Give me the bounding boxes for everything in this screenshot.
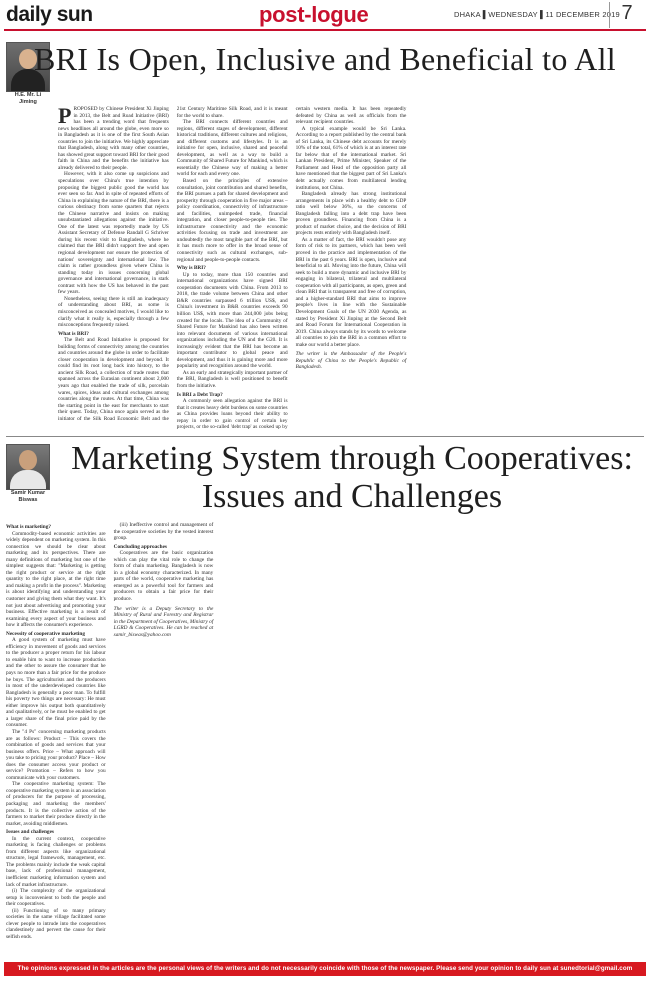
article-paragraph: Commodity-based economic activities are widely dependent on marketing system. In this connection we should be clear about marketing and its perspectives. There are many definitions of marketing but one of the simplest suggests that: "Marketing is getting the right product or service at the right quantity to the right place, at the right time and making a profit in the process". Marketing is about identifying and understanding your customer and giving them what they want. It's not just about advertising and promoting your business. Effective marketing is a result of examining every aspect of your business and how it affects the consumer's experience.	[6, 530, 106, 629]
author-byline: H.E. Mr. Li Jiming	[14, 92, 42, 105]
article-paragraph: The BRI connects different countries and regions, different stages of development, different historical traditions, different cultures and religions, and different customs and lifestyles. It is an initiative for open, inclusive, shared and peaceful development, as well as a way to build a Community of Shared Future for Mankind, which is essentially the Chinese way of making a better world for each and every one.	[176, 119, 288, 178]
article-subheading: Concluding approaches	[113, 543, 167, 550]
article-headline: BRI Is Open, Inclusive and Beneficial to All	[34, 41, 616, 77]
article-subheading: Why is BRI?	[176, 265, 206, 272]
article-paragraph: As an early and strategically important partner of the BRI, Bangladesh is well positioned to benefit from the initiative.	[176, 369, 288, 389]
article-paragraph: Cooperatives are the basic organization which can play the vital role to change the form of chain marketing. Bangladesh is now in a global economy characterized. In many parts of the world, cooperative marketing has emerged as a powerful tool for farmers and producers to obtain a fair price for their produce.	[113, 550, 214, 603]
article-paragraph: A good system of marketing must have efficiency in movement of goods and services to the producer a proper return for his labour to enable him to want to increase production and the other to assure the consumer that he pays no more than a fair price for the produce he buys. The agriculturists and the producers in most of the underdeveloped countries like Bangladesh is generally a poor man. To fulfill his poverty two things are necessary: He must either improve his output both quantitatively and qualitatively, or he must be enabled to get a larger share of the final price paid by the consumer.	[6, 637, 106, 729]
article-separator	[6, 436, 644, 437]
author-note: The writer is a Deputy Secretary to the Ministry of Rural and Forestry and Registrar in the Department of Cooperatives, Ministry of LGRD & Cooperatives. He can be reached at samir_biswas@yahoo.com	[113, 605, 214, 638]
footer-disclaimer: The opinions expressed in the articles are the personal views of the writers and do not necessarily coincide with those of the newspaper. Please send your opinion to daily sun at sunedtorial@gmail.com	[4, 962, 646, 976]
article-subheading: What is marketing?	[6, 524, 52, 530]
newspaper-logo: daily sun	[6, 3, 93, 26]
author-photo	[6, 444, 50, 490]
article-paragraph: A typical example would be Sri Lanka. According to a report published by the central bank of Sri Lanka, its Chinese debt accounts for merely 10% of the total, 61% of which is at an interest rate far below that of the international market. Sri Lankan President, Prime Minister, Speaker of the Parliament and Head of the opposition party all have mentioned that the biggest part of Sri Lanka's debt actually comes from multilateral lending institutions, not China.	[295, 125, 407, 191]
article-paragraph: A commonly seen allegation against the BRI is that it creates heavy debt burdens on some countries as China provides loans beyond their ability to repay in order to gain control of certain key projects, or the so-called 'debt trap' as cooked up by certain western media. It has been repeatedly defeated by China as well as officials from the relevant recipient countries.	[176, 106, 407, 431]
article-body	[6, 522, 644, 950]
article-paragraph: The "4 Ps" concerning marketing products are as follows: Product – This covers the combination of goods and services that your business offers. Price – What approach will you take to pricing your product? Place – How does the consumer access your product or service? Promotion – Refers to how you communicate with your customers.	[6, 728, 106, 781]
article-paragraph: (ii) Functioning of so many primary societies in the same village facilitated some clever people to intrude into the cooperatives clandestinely and pervert the cause for their selfish ends.	[6, 907, 106, 940]
article-paragraph: Based on the principles of extensive consultation, joint contribution and shared benefits, the BRI pursues a path for shared development and prosperity through cooperation in five major areas – policy coordination, connectivity of infrastructure and facilities, unimpeded trade, financial integration, and closer people-to-people ties. The infrastructure connectivity and the economic activities focusing on trade and investment are undoubtedly the most tangible part of the BRI, but it has much more to offer in the broad sense of connectivity such as cultural exchanges, sub-regional and people-to-people contacts.	[176, 178, 288, 263]
section-title: post-logue	[259, 2, 369, 27]
drop-cap: P	[58, 103, 72, 128]
author-note: The writer is the Ambassador of the People's Republic of China to the People's Republic of Bangladesh.	[295, 351, 407, 371]
dateline: DHAKA ▌WEDNESDAY ▌11 DECEMBER 2019	[454, 10, 620, 19]
article-paragraph: (i) The complexity of the organizational setup is inconvenient to both the people and their cooperatives.	[6, 888, 106, 908]
article-paragraph: The cooperative marketing system: The cooperative marketing system is an association of producers for the purpose of processing, packaging and marketing the members' products. It is the collective action of the farmers to market their produce directly in the market, avoiding middlemen.	[6, 781, 106, 827]
article-subheading: Is BRI a Debt Trap?	[176, 391, 223, 398]
article-paragraph: (iii) Ineffective control and management of the cooperative societies by the vested interest group.	[113, 522, 214, 542]
article-headline: Marketing System through Cooperatives: Issues and Challenges	[71, 440, 633, 515]
article-paragraph: Nonetheless, seeing there is still an inadequacy of understanding about BRI, as some is misconceived as concealed motives, I would like to clarify what it really is, especially through a few misconceptions frequently raised.	[58, 295, 169, 329]
author-byline: Samir Kumar Biswas	[10, 490, 46, 503]
masthead-divider	[4, 29, 646, 31]
page-number: 7	[609, 2, 644, 28]
article-paragraph: Up to today, more than 150 countries and international organizations have signed BRI cooperation documents with China. From 2013 to 2018, the trade volume between China and other B&R countries surpassed 6 trillion US$, and China's investment in B&R countries exceeds 90 billion US$, with more than 244,000 jobs being created for the locals. The idea of a Community of Shared Future for Mankind has also been written into relevant documents of various international organizations including the UN and the G20. It is increasingly evident that the BRI has become an important contributor to global peace and development, and thus it is gaining more and more popularity and recognition around the world.	[176, 271, 288, 370]
article-body	[58, 103, 644, 431]
article-paragraph: As a matter of fact, the BRI wouldn't pose any form of risk to its partners, which has been well proved in the practice and implementation of the BRI in the past 6 years. BRI is open, inclusive and beneficial to all. Moving into the future, China will seek to build a more dynamic and inclusive BRI by engaging in bilateral, trilateral and multilateral cooperation with all participants, as open, green and clean BRI that is transparent and free of corruption, and a higher-standard BRI that aims to improve people's lives in line with the Sustainable Development Goals of the UN 2030 Agenda, as stated by President Xi Jinping at the Second Belt and Road Forum for International Cooperation in 2019. China always stands by its words to welcome all countries to join the BRI in a common effort to make our world a better place.	[295, 236, 407, 348]
article-paragraph: PROPOSED by Chinese President Xi Jinping in 2013, the Belt and Road Initiative (BRI) has been a trending word that frequents news headlines all around the globe, even more so in Bangladesh as it is one of the first South Asian countries to join the initiative. We highly appreciate that Bangladesh, along with many other countries, has showed great support toward BRI for their good faith in China and the benefits the initiative has already delivered to their people.	[58, 103, 169, 171]
article-paragraph: The Belt and Road Initiative is proposed for building forms of connectivity among the countries and countries around the globe in order to facilitate closer cooperation in development and beyond. It could find its root long back into history, to the ancient Silk Road, a collection of trade routes that spanned across the Eurasian continent about 2,000 years ago that enabled the trade of silk, porcelain wares, spices, ideas and cultural exchanges among countries along the routes. At that time, China was the starting point in the east for merchants to start their quest. Today, China once again served as the initiator of the Silk Road Economic Belt and the 21st Century Maritime Silk Road, and it is meant for the world to share.	[58, 106, 288, 422]
article-subheading: What is BRI?	[58, 330, 89, 337]
article-paragraph: Bangladesh already has strong institutional arrangements in place with a healthy debt to GDP ratio well below 36%, so the concerns of Bangladesh falling into a debt trap have been proven groundless. Financing from China is a product of market choice, and the decision of BRI projects rests entirely with Bangladesh itself.	[295, 191, 407, 237]
article-subheading: Issues and challenges	[6, 829, 54, 836]
article-paragraph: However, with it also come up suspicions and speculations over China's true intention by proposing the biggest public good the world has ever seen so far. And in spite of repeated efforts of China in explaining the nature of the BRI, there is a curious obstinacy from some quarters that rejects the Chinese narrative and insists on making unsubstantiated allegations against the initiative. One of the latest was reportedly made by US Assistant Secretary of Defense Randall G Schriver during his recent visit to Bangladesh, where he claimed that the BRI didn't support free and open regional development nor ensure the protection of nations' sovereignty and international law. The claim is rather groundless given where China is standing today in issues concerning global governance and international governance, in stark contrast with how the US has behaved in the past few years.	[58, 171, 169, 296]
article-paragraph: In the current context, cooperative marketing is facing challenges or problems from different aspects like organizational structure, legal framework, management, etc. The problems mainly include the weak capital base, lack of professional management, inefficient marketing information system and lack of market infrastructure.	[6, 835, 106, 888]
masthead	[4, 0, 646, 28]
article-subheading: Necessity of cooperative marketing	[6, 630, 85, 637]
